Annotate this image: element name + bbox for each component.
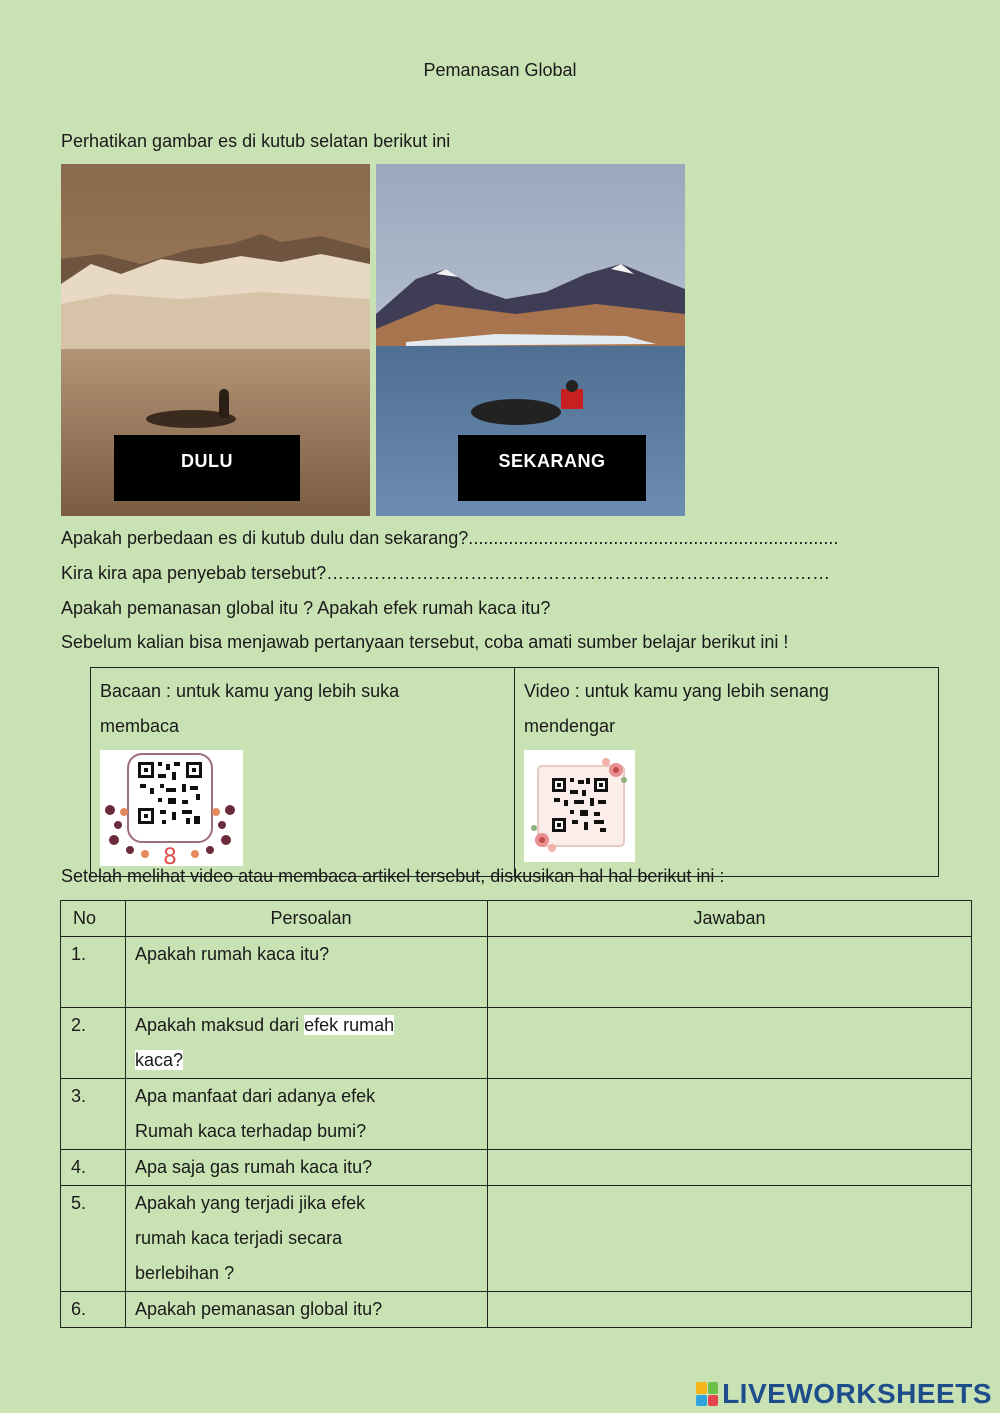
video-qr-code[interactable] bbox=[524, 750, 635, 862]
answer-cell[interactable] bbox=[488, 1079, 972, 1150]
question-text: Apakah pemanasan global itu? bbox=[135, 1299, 383, 1319]
photo-present bbox=[376, 164, 685, 516]
liveworksheets-logo bbox=[696, 1378, 992, 1410]
question-text: Apakah yang terjadi jika efek bbox=[135, 1193, 366, 1213]
reading-qr-code[interactable] bbox=[100, 750, 243, 866]
row-question bbox=[126, 937, 488, 1008]
row-number: 3. bbox=[61, 1079, 126, 1150]
row-number: 5. bbox=[61, 1186, 126, 1292]
question-line-2: Kira kira apa penyebab tersebut?………………………………………………………………………… bbox=[61, 563, 831, 583]
logo-badge-icon bbox=[696, 1382, 718, 1406]
question-line-1: Apakah perbedaan es di kutub dulu dan sekarang?.......................................................................... bbox=[61, 528, 839, 548]
table-row bbox=[61, 1079, 972, 1150]
header-answer: Jawaban bbox=[488, 901, 972, 937]
answer-cell[interactable] bbox=[488, 937, 972, 1008]
answer-cell[interactable] bbox=[488, 1292, 972, 1328]
row-question bbox=[126, 1292, 488, 1328]
header-no: No bbox=[61, 901, 126, 937]
table-row bbox=[61, 1150, 972, 1186]
question-text-line-2 bbox=[135, 1043, 487, 1078]
intro-text: Perhatikan gambar es di kutub selatan berikut ini bbox=[61, 131, 451, 151]
row-question bbox=[126, 1079, 488, 1150]
row-number: 2. bbox=[61, 1008, 126, 1079]
header-question: Persoalan bbox=[126, 901, 488, 937]
table-header-row bbox=[61, 901, 972, 937]
row-number: 6. bbox=[61, 1292, 126, 1328]
question-text: Apa manfaat dari adanya efek bbox=[135, 1086, 376, 1106]
answer-cell[interactable] bbox=[488, 1186, 972, 1292]
video-source-cell bbox=[515, 668, 939, 877]
question-text: Apa saja gas rumah kaca itu? bbox=[135, 1157, 373, 1177]
question-text-line-3: berlebihan ? bbox=[135, 1263, 235, 1283]
photo-past bbox=[61, 164, 370, 516]
answer-cell[interactable] bbox=[488, 1008, 972, 1079]
question-text-part: Apakah maksud dari bbox=[135, 1015, 305, 1035]
reading-source-cell bbox=[91, 668, 515, 877]
page-title: Pemanasan Global bbox=[423, 60, 577, 80]
learning-sources-table bbox=[90, 667, 939, 877]
question-text-line-2: Rumah kaca terhadap bumi? bbox=[135, 1121, 367, 1141]
discussion-table bbox=[60, 900, 972, 1328]
row-question bbox=[126, 1150, 488, 1186]
row-question bbox=[126, 1186, 488, 1292]
question-text bbox=[135, 1008, 487, 1043]
caption-present: SEKARANG bbox=[458, 435, 646, 501]
table-row bbox=[61, 1008, 972, 1079]
reading-source-label-2: membaca bbox=[100, 716, 180, 736]
answer-cell[interactable] bbox=[488, 1150, 972, 1186]
row-question bbox=[126, 1008, 488, 1079]
question-text: Apakah rumah kaca itu? bbox=[135, 944, 330, 964]
row-number: 1. bbox=[61, 937, 126, 1008]
question-line-3: Apakah pemanasan global itu ? Apakah efek rumah kaca itu? bbox=[61, 598, 551, 618]
table-row bbox=[61, 1186, 972, 1292]
comparison-photos bbox=[61, 164, 685, 516]
reading-source-label: Bacaan : untuk kamu yang lebih suka bbox=[100, 681, 400, 701]
video-source-label: Video : untuk kamu yang lebih senang bbox=[524, 681, 829, 701]
caption-past: DULU bbox=[114, 435, 300, 501]
table-row bbox=[61, 937, 972, 1008]
table-row bbox=[61, 1292, 972, 1328]
highlighted-term-2: kaca? bbox=[135, 1050, 184, 1070]
row-number: 4. bbox=[61, 1150, 126, 1186]
highlighted-term: efek rumah bbox=[304, 1015, 395, 1035]
svg-text:8: 8 bbox=[163, 845, 177, 866]
video-source-label-2: mendengar bbox=[524, 716, 616, 736]
question-line-4: Sebelum kalian bisa menjawab pertanyaan tersebut, coba amati sumber belajar berikut ini ! bbox=[61, 632, 789, 652]
discussion-intro: Setelah melihat video atau membaca artikel tersebut, diskusikan hal hal berikut ini : bbox=[61, 866, 725, 886]
question-text-line-2: rumah kaca terjadi secara bbox=[135, 1228, 343, 1248]
logo-text: LIVEWORKSHEETS bbox=[722, 1378, 992, 1409]
